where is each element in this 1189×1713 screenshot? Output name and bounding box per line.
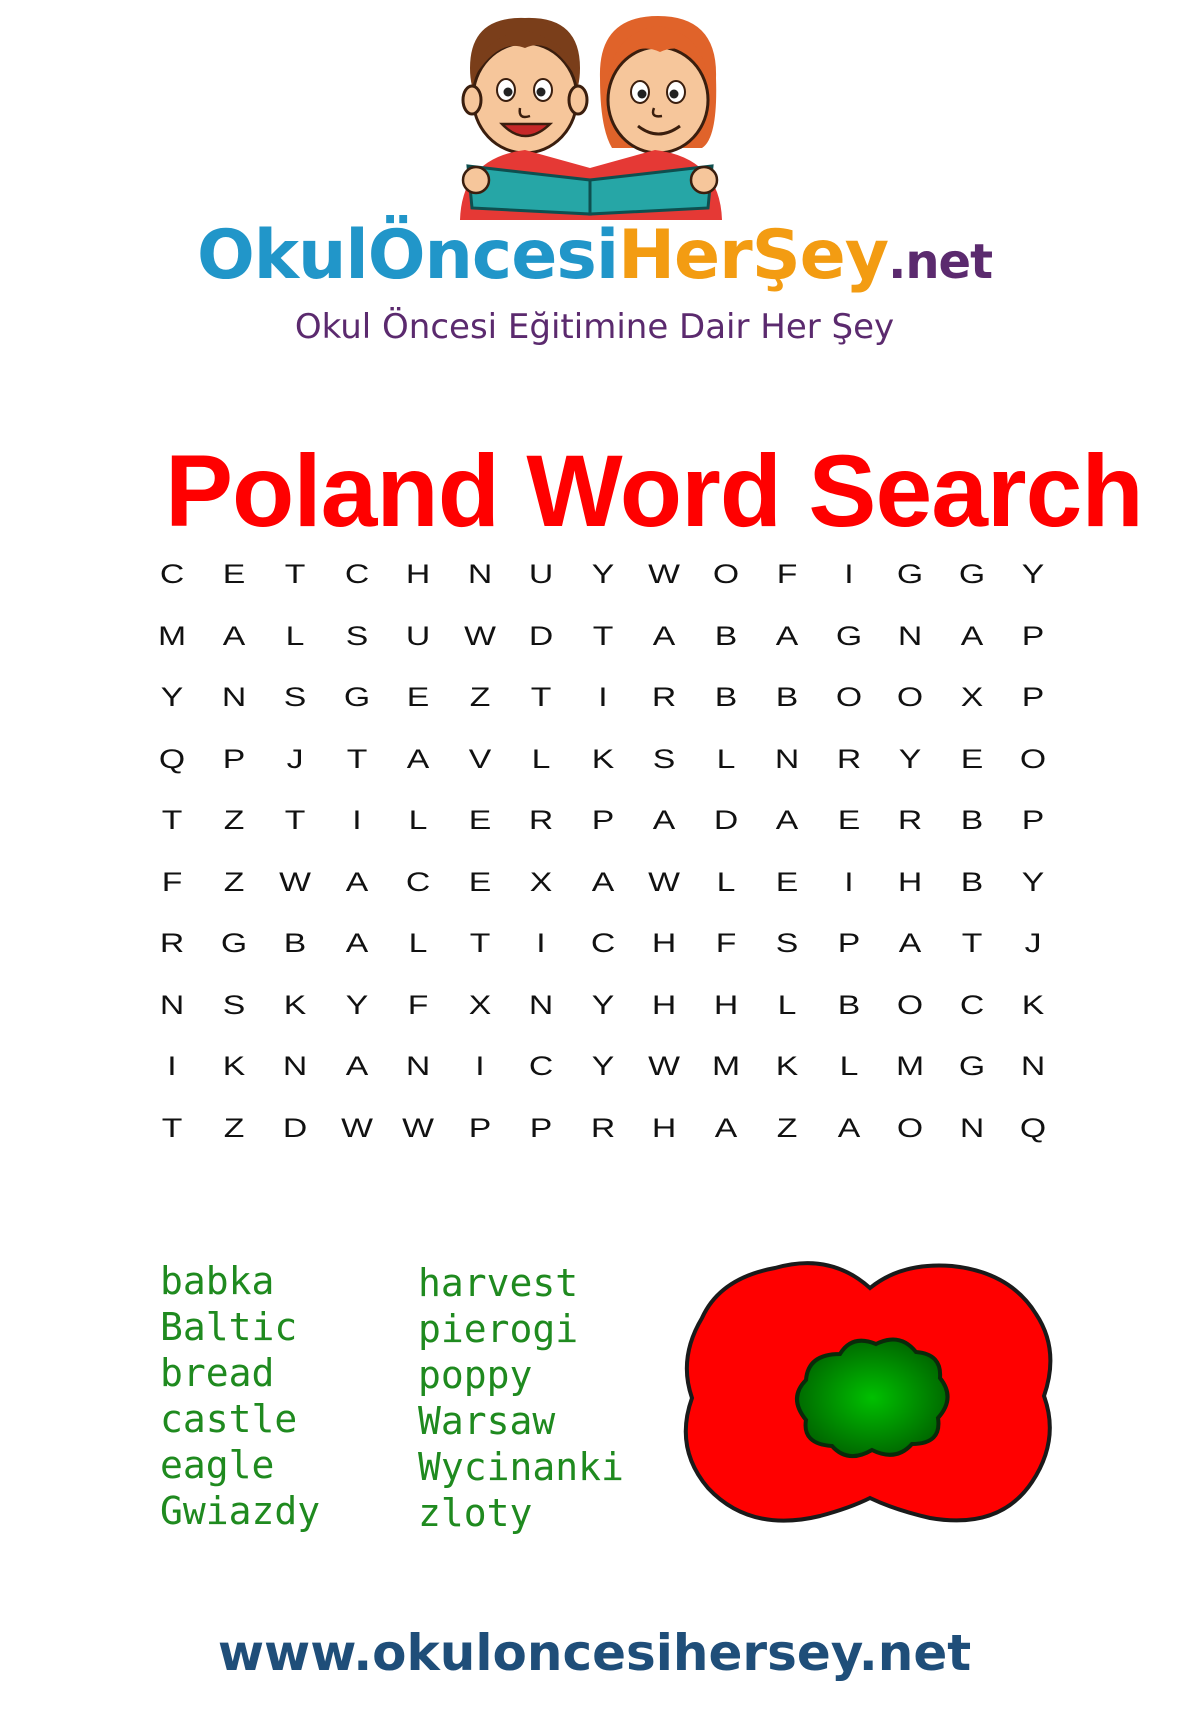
- grid-letter: T: [161, 805, 183, 835]
- grid-letter: O: [835, 682, 862, 712]
- grid-letter: B: [960, 805, 983, 835]
- grid-letter: X: [529, 866, 553, 897]
- grid-letter: T: [284, 559, 306, 589]
- grid-letter: W: [279, 866, 311, 897]
- grid-letter: K: [591, 743, 614, 774]
- grid-letter: Z: [223, 866, 244, 897]
- grid-letter: K: [222, 1051, 245, 1081]
- grid-letter: A: [775, 805, 799, 835]
- grid-letter: F: [776, 559, 798, 589]
- grid-letter: H: [651, 1112, 677, 1143]
- grid-letter: L: [716, 866, 735, 897]
- grid-letter: Z: [776, 1112, 798, 1143]
- website-url: www.okuloncesihersey.net: [217, 1624, 972, 1682]
- grid-letter: D: [713, 805, 738, 835]
- word-list-item: babka: [160, 1259, 275, 1303]
- grid-letter: N: [405, 1051, 431, 1081]
- grid-letter: V: [468, 743, 491, 774]
- grid-letter: E: [837, 805, 860, 835]
- grid-letter: P: [1021, 805, 1045, 835]
- word-search-grid: [140, 554, 1080, 1234]
- grid-letter: Y: [1021, 559, 1045, 589]
- word-list-item: Wycinanki: [418, 1445, 624, 1489]
- grid-letter: D: [528, 620, 554, 651]
- grid-letter: L: [285, 620, 305, 651]
- grid-letter: O: [896, 1112, 924, 1143]
- grid-letter: Y: [591, 559, 614, 589]
- grid-letter: Z: [223, 1112, 244, 1143]
- word-list-item: poppy: [418, 1353, 533, 1397]
- grid-letter: Z: [223, 805, 244, 835]
- grid-letter: J: [1024, 928, 1042, 958]
- grid-letter: O: [712, 559, 739, 589]
- grid-letter: S: [283, 682, 307, 712]
- grid-letter: L: [716, 743, 735, 774]
- grid-letter: U: [528, 559, 554, 589]
- word-list-item: bread: [160, 1351, 275, 1395]
- grid-letter: Y: [345, 989, 368, 1020]
- grid-letter: I: [843, 559, 854, 589]
- grid-letter: N: [959, 1112, 984, 1143]
- grid-letter: I: [536, 928, 546, 958]
- grid-letter: R: [159, 928, 185, 958]
- grid-letter: R: [897, 805, 923, 835]
- grid-letter: B: [960, 866, 983, 897]
- kids-reading-logo-icon: [440, 8, 740, 220]
- grid-letter: P: [1021, 682, 1045, 712]
- grid-letter: G: [835, 620, 862, 651]
- grid-letter: A: [222, 620, 245, 651]
- grid-letter: N: [282, 1051, 308, 1081]
- grid-letter: S: [222, 989, 245, 1020]
- grid-letter: Y: [898, 743, 922, 774]
- word-list-item: Gwiazdy: [160, 1489, 321, 1533]
- grid-letter: X: [960, 682, 983, 712]
- grid-letter: P: [468, 1112, 491, 1143]
- grid-letter: G: [896, 559, 924, 589]
- word-list-item: harvest: [418, 1261, 579, 1305]
- grid-letter: O: [896, 682, 924, 712]
- grid-letter: N: [467, 559, 492, 589]
- grid-letter: H: [651, 989, 677, 1020]
- grid-letter: W: [340, 1112, 373, 1143]
- grid-letter: I: [843, 866, 854, 897]
- grid-letter: D: [282, 1112, 308, 1143]
- grid-letter: E: [775, 866, 799, 897]
- brand-part-2: HerŞey: [618, 216, 889, 295]
- grid-letter: M: [711, 1051, 740, 1081]
- grid-letter: A: [652, 805, 676, 835]
- brand-part-3: .net: [888, 234, 993, 290]
- grid-letter: O: [896, 989, 924, 1020]
- grid-letter: F: [715, 928, 736, 958]
- grid-letter: R: [651, 682, 677, 712]
- grid-letter: L: [408, 928, 428, 958]
- poppy-flower-icon: [680, 1258, 1060, 1533]
- grid-letter: P: [837, 928, 860, 958]
- grid-letter: A: [652, 620, 676, 651]
- grid-letter: A: [898, 928, 922, 958]
- grid-letter: N: [159, 989, 185, 1020]
- brand-logo-text: [0, 216, 1189, 295]
- grid-letter: G: [343, 682, 370, 712]
- grid-letter: B: [714, 682, 737, 712]
- grid-letter: A: [345, 866, 368, 897]
- grid-letter: U: [405, 620, 431, 651]
- grid-letter: F: [407, 989, 429, 1020]
- grid-letter: T: [530, 682, 552, 712]
- grid-letter: G: [958, 559, 985, 589]
- grid-letter: C: [405, 866, 431, 897]
- grid-letter: B: [775, 682, 799, 712]
- grid-letter: C: [528, 1051, 554, 1081]
- grid-letter: A: [406, 743, 430, 774]
- grid-letter: E: [468, 805, 491, 835]
- grid-letter: R: [836, 743, 861, 774]
- page-title: Poland Word Search: [165, 434, 1143, 548]
- grid-letter: A: [345, 928, 368, 958]
- grid-letter: Q: [158, 743, 186, 774]
- grid-letter: Z: [469, 682, 490, 712]
- grid-letter: C: [159, 559, 185, 589]
- grid-letter: L: [531, 743, 551, 774]
- word-list-column-2: [418, 1260, 624, 1536]
- grid-letter: W: [648, 1051, 680, 1081]
- grid-letter: X: [468, 989, 491, 1020]
- brand-part-1: OkulÖncesi: [196, 216, 619, 295]
- grid-letter: C: [344, 559, 369, 589]
- grid-letter: T: [161, 1112, 183, 1143]
- grid-letter: E: [468, 866, 491, 897]
- grid-letter: S: [345, 620, 368, 651]
- grid-letter: T: [961, 928, 982, 958]
- grid-letter: R: [528, 805, 554, 835]
- grid-letter: L: [777, 989, 797, 1020]
- grid-letter: C: [590, 928, 615, 958]
- grid-letter: P: [222, 743, 245, 774]
- grid-letter: N: [528, 989, 554, 1020]
- grid-letter: L: [408, 805, 428, 835]
- grid-letter: F: [161, 866, 183, 897]
- grid-letter: I: [597, 682, 608, 712]
- grid-letter: T: [346, 743, 367, 774]
- grid-letter: R: [590, 1112, 615, 1143]
- word-list-item: castle: [160, 1397, 298, 1441]
- grid-letter: S: [652, 743, 676, 774]
- grid-letter: H: [713, 989, 738, 1020]
- grid-letter: Y: [160, 682, 184, 712]
- grid-letter: A: [345, 1051, 368, 1081]
- grid-letter: L: [839, 1051, 858, 1081]
- grid-letter: H: [651, 928, 677, 958]
- grid-letter: I: [167, 1051, 177, 1081]
- grid-letter: H: [897, 866, 923, 897]
- grid-letter: N: [1020, 1051, 1046, 1081]
- grid-letter: N: [774, 743, 800, 774]
- grid-letter: A: [591, 866, 614, 897]
- grid-letter: K: [775, 1051, 799, 1081]
- grid-letter: S: [775, 928, 799, 958]
- grid-letter: M: [157, 620, 187, 651]
- word-list-item: Baltic: [160, 1305, 298, 1349]
- grid-letter: J: [286, 743, 304, 774]
- grid-letter: B: [837, 989, 860, 1020]
- grid-letter: A: [837, 1112, 860, 1143]
- word-list-item: pierogi: [418, 1307, 579, 1351]
- grid-letter: N: [897, 620, 923, 651]
- grid-letter: W: [648, 559, 680, 589]
- grid-letter: K: [1021, 989, 1045, 1020]
- grid-letter: B: [283, 928, 307, 958]
- grid-letter: I: [474, 1051, 485, 1081]
- grid-letter: P: [529, 1112, 553, 1143]
- grid-letter: P: [591, 805, 614, 835]
- grid-letter: W: [463, 620, 496, 651]
- grid-letter: T: [592, 620, 613, 651]
- grid-letter: N: [221, 682, 246, 712]
- grid-letter: K: [283, 989, 307, 1020]
- grid-letter: W: [402, 1112, 434, 1143]
- grid-letter: G: [220, 928, 247, 958]
- word-list-item: eagle: [160, 1443, 275, 1487]
- grid-letter: M: [895, 1051, 925, 1081]
- grid-letter: T: [284, 805, 306, 835]
- word-list-item: zloty: [418, 1491, 533, 1535]
- tagline: Okul Öncesi Eğitimine Dair Her Şey: [294, 307, 895, 347]
- grid-letter: Y: [1021, 866, 1045, 897]
- grid-letter: W: [648, 866, 680, 897]
- grid-letter: A: [775, 620, 799, 651]
- grid-letter: P: [1021, 620, 1045, 651]
- word-list-item: Warsaw: [418, 1399, 556, 1443]
- grid-letter: A: [960, 620, 983, 651]
- grid-letter: I: [351, 805, 362, 835]
- grid-letter: B: [714, 620, 737, 651]
- word-list-column-1: [160, 1258, 320, 1534]
- grid-letter: E: [222, 559, 245, 589]
- grid-letter: E: [960, 743, 983, 774]
- grid-letter: C: [959, 989, 984, 1020]
- grid-letter: O: [1019, 743, 1047, 774]
- grid-letter: H: [405, 559, 431, 589]
- grid-letter: G: [958, 1051, 985, 1081]
- grid-letter: A: [714, 1112, 737, 1143]
- grid-letter: E: [406, 682, 430, 712]
- grid-letter: Y: [591, 1051, 614, 1081]
- grid-letter: Y: [591, 989, 614, 1020]
- grid-letter: T: [469, 928, 490, 958]
- grid-letter: Q: [1019, 1112, 1047, 1143]
